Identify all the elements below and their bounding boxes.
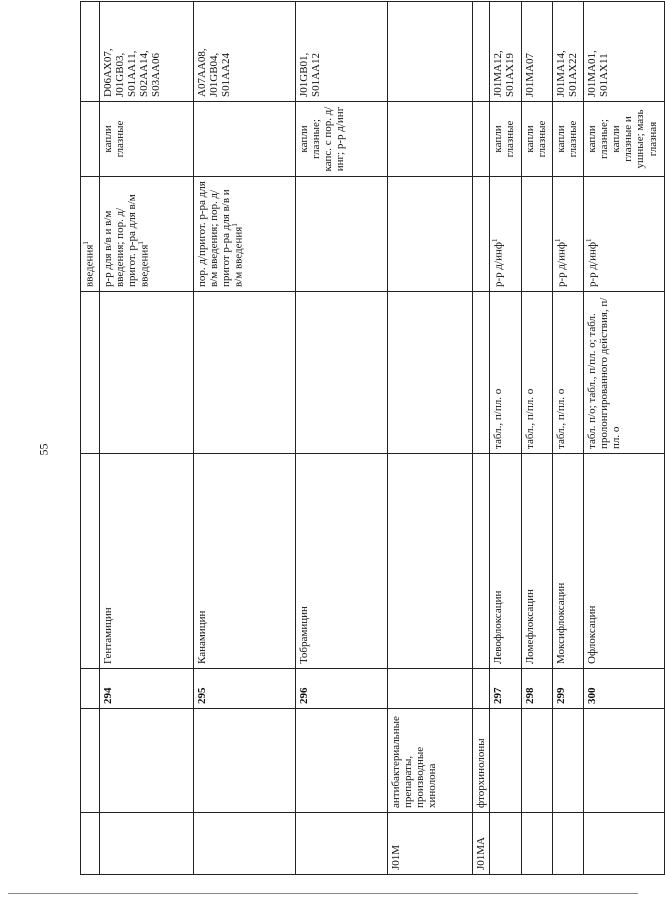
drug-table: [80, 1, 665, 875]
atc-code: J01MA01,: [586, 50, 599, 97]
cell-eye: [194, 102, 296, 177]
cell-injection: р-р д/инф$^1$: [584, 177, 665, 292]
atc-code: S01AA11,: [126, 50, 139, 97]
cell-group: [296, 709, 388, 813]
table-row: [473, 2, 490, 875]
cell-number: [473, 669, 490, 709]
cell-eye: [388, 102, 473, 177]
cell-name: Левофлоксацин: [490, 454, 522, 669]
cell-forms: [81, 292, 100, 454]
document-table-area: [80, 2, 659, 875]
cell-group: [584, 709, 665, 813]
cell-group: фторхинолоны: [473, 709, 490, 813]
cell-code: [490, 813, 522, 875]
cell-atc: [522, 2, 553, 102]
cell-forms: табл., п/пл. о: [553, 292, 584, 454]
cell-name: Тобрамицин: [296, 454, 388, 669]
cell-code: [81, 813, 100, 875]
cell-eye: капли глазные: [553, 102, 584, 177]
table-row: [388, 2, 473, 875]
cell-atc: [100, 2, 194, 102]
cell-group: антибактериальные препараты, производные хинолона: [388, 709, 473, 813]
cell-name: Офлоксацин: [584, 454, 665, 669]
cell-name: [388, 454, 473, 669]
cell-group: [194, 709, 296, 813]
cell-name: Канамицин: [194, 454, 296, 669]
cell-number: 300: [584, 669, 665, 709]
cell-forms: табл., п/пл. о: [522, 292, 553, 454]
cell-atc: [584, 2, 665, 102]
cell-group: [522, 709, 553, 813]
cell-injection: р-р д/инф$^1$: [553, 177, 584, 292]
cell-forms: табл., п/пл. о: [490, 292, 522, 454]
cell-code: [522, 813, 553, 875]
atc-code: S01AA24: [220, 52, 233, 97]
cell-code: [194, 813, 296, 875]
cell-eye: капли глазные: [490, 102, 522, 177]
cell-code: [100, 813, 194, 875]
cell-atc: [490, 2, 522, 102]
cell-name: Моксифлоксацин: [553, 454, 584, 669]
cell-eye: капли глазные: [522, 102, 553, 177]
table-row: [100, 2, 194, 875]
cell-number: [388, 669, 473, 709]
cell-name: Ломефлоксацин: [522, 454, 553, 669]
cell-name: [81, 454, 100, 669]
cell-number: [81, 669, 100, 709]
cell-eye: [473, 102, 490, 177]
atc-code: J01MA14,: [555, 50, 568, 97]
cell-forms: [194, 292, 296, 454]
cell-forms: [388, 292, 473, 454]
cell-injection: р-р для в/в и в/м введения; пор. д/пригот. р-ра для в/м введения$^1$: [100, 177, 194, 292]
atc-code: J01GB01,: [298, 52, 310, 97]
cell-forms: [473, 292, 490, 454]
cell-code: J01M: [388, 813, 473, 875]
cell-eye: капли глазные: [100, 102, 194, 177]
cell-group: [81, 709, 100, 813]
cell-injection: р-р д/инф$^1$: [490, 177, 522, 292]
cell-injection: [522, 177, 553, 292]
atc-code: J01GB03,: [114, 52, 127, 97]
cell-group: [490, 709, 522, 813]
table-body: [81, 2, 665, 875]
cell-name: Гентамицин: [100, 454, 194, 669]
cell-code: J01MA: [473, 813, 490, 875]
rotated-table: [80, 2, 659, 875]
cell-atc: [296, 2, 388, 102]
atc-code: J01MA12,: [492, 50, 505, 97]
cell-atc: [81, 2, 100, 102]
cell-eye: капли глазные; капс. с пор. д/инг; р-р д/инг: [296, 102, 388, 177]
atc-code: S03AA06: [150, 52, 163, 97]
atc-code: A07AA08,: [196, 48, 208, 97]
cell-number: 294: [100, 669, 194, 709]
table-row: [553, 2, 584, 875]
cell-code: [296, 813, 388, 875]
cell-injection: [296, 177, 388, 292]
cell-forms: табл. п/о; табл., п/пл. о; табл. пролонгированного действия, п/пл. о: [584, 292, 665, 454]
table-row: [194, 2, 296, 875]
atc-code: S01AA12: [310, 52, 323, 97]
atc-code: J01MA07: [524, 52, 537, 97]
atc-code: S01AX11: [598, 53, 611, 97]
cell-injection: пор. д/пригот. р-ра для в/м введения; пор. д/пригот р-ра для в/в и в/м введения$^1$: [194, 177, 296, 292]
cell-eye: [81, 102, 100, 177]
table-row-continuation: [81, 2, 100, 875]
cell-code: [553, 813, 584, 875]
cell-injection: [473, 177, 490, 292]
table-row: [584, 2, 665, 875]
cell-injection: [388, 177, 473, 292]
table-row: [522, 2, 553, 875]
cell-number: 299: [553, 669, 584, 709]
cell-forms: [100, 292, 194, 454]
table-row: [490, 2, 522, 875]
bottom-rule: [8, 893, 638, 894]
cell-atc: [388, 2, 473, 102]
cell-atc: [194, 2, 296, 102]
atc-code: S02AA14,: [138, 50, 151, 97]
cell-name: [473, 454, 490, 669]
cell-code: [584, 813, 665, 875]
cell-number: 295: [194, 669, 296, 709]
table-row: [296, 2, 388, 875]
atc-code: D06AX07,: [102, 48, 114, 97]
cell-group: [100, 709, 194, 813]
atc-code: J01GB04,: [208, 52, 221, 97]
atc-code: S01AX22: [567, 52, 580, 97]
cell-atc: [553, 2, 584, 102]
cell-number: 296: [296, 669, 388, 709]
page-number: 55: [36, 443, 51, 456]
cell-atc: [473, 2, 490, 102]
cell-group: [553, 709, 584, 813]
cell-injection: введения$^1$: [81, 177, 100, 292]
cell-eye: капли глазные; капли глазные и ушные; мазь глазная: [584, 102, 665, 177]
cell-forms: [296, 292, 388, 454]
atc-code: S01AX19: [504, 52, 517, 97]
cell-number: 298: [522, 669, 553, 709]
cell-number: 297: [490, 669, 522, 709]
